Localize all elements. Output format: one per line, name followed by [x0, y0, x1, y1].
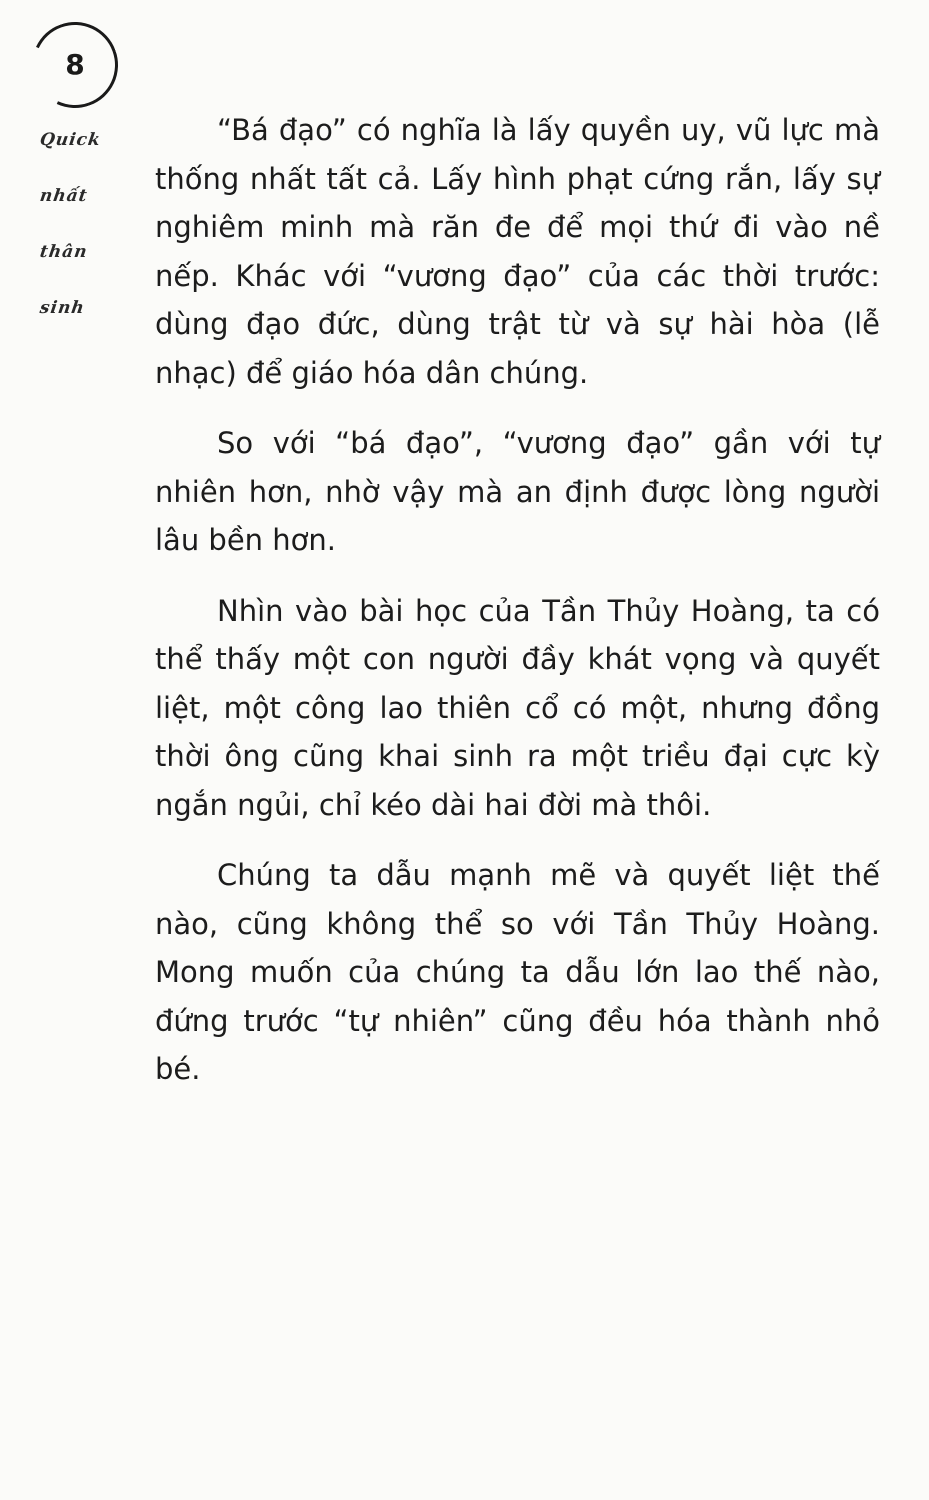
margin-note: sinh — [38, 298, 87, 318]
paragraph: So với “bá đạo”, “vương đạo” gần với tự nhiên hơn, nhờ vậy mà an định được lòng người lâu bền hơn. — [155, 426, 880, 557]
margin-note: thân — [38, 242, 89, 262]
page-number: 8 — [65, 48, 85, 81]
paragraph: Chúng ta dẫu mạnh mẽ và quyết liệt thế nào, cũng không thể so với Tần Thủy Hoàng. Mong muốn của chúng ta dẫu lớn lao thế nào, đứng trước “tự nhiên” cũng đều hóa thành nhỏ bé. — [155, 858, 880, 1086]
paragraph: Nhìn vào bài học của Tần Thủy Hoàng, ta có thể thấy một con người đầy khát vọng và quyết liệt, một công lao thiên cổ có một, nhưng đồng thời ông cũng khai sinh ra một triều đại cực kỳ ngắn ngủi, chỉ kéo dài hai đời mà thôi. — [155, 593, 880, 822]
text-body — [155, 106, 880, 1116]
margin-note: nhất — [38, 186, 89, 206]
margin-note: Quick — [38, 130, 103, 150]
paragraph: “Bá đạo” có nghĩa là lấy quyền uy, vũ lực mà thống nhất tất cả. Lấy hình phạt cứng rắn, lấy sự nghiêm minh mà răn đe để mọi thứ đi vào nề nếp. Khác với “vương đạo” của các thời trước: dùng đạo đức, dùng trật từ và sự hài hòa (lễ nhạc) để giáo hóa dân chúng. — [155, 113, 880, 390]
margin-handwriting — [40, 130, 130, 354]
